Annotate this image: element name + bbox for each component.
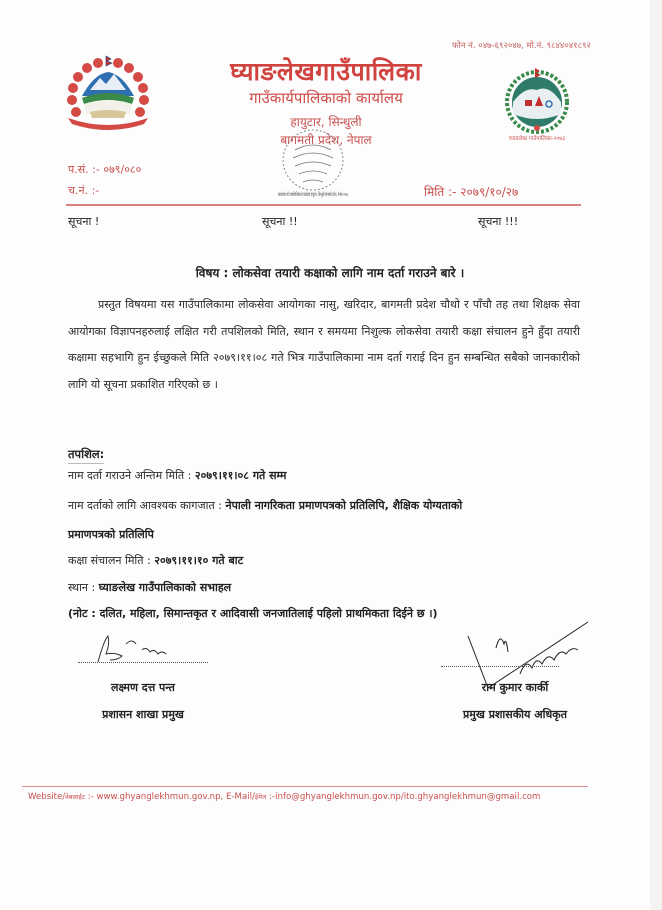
dispatch-number: च.नं. :- [68,184,100,197]
detail-value: २०७९।११।१० गते बाट [154,554,244,567]
signature-line-1 [78,662,208,663]
signature-line-2 [441,666,559,667]
scan-edge [650,0,662,910]
notice-label-2: सूचना !! [262,215,298,228]
footer-contact [28,792,540,802]
detail-deadline [68,468,286,483]
notice-label-3: सूचना !!! [478,215,519,228]
letter-date: मिति :- २०७९/१०/२७ [424,185,519,199]
notice-label-1: सूचना ! [68,215,100,228]
signatory-1-name: लक्ष्मण दत्त पन्त [111,681,175,694]
detail-label: स्थान : [68,581,99,594]
email-sep: :- [266,792,276,802]
website-label: Website/ [28,792,66,802]
subject-line: विषय : लोकसेवा तयारी कक्षाको लागि नाम दर्ता गराउने बारे । [195,266,465,280]
nepal-emblem-icon [60,52,156,134]
email-label: , E-Mail/ [220,792,255,802]
detail-label: नाम दर्ताको लागि आवश्यक कागजात : [68,499,226,512]
detail-note [68,606,438,621]
municipality-logo-icon [497,62,577,144]
detail-value: घ्याङलेख गाउँपालिकाको सभाहल [98,581,232,594]
email-link[interactable]: info@ghyanglekhmun.gov.np/ito.ghyanglekhmun@gmail.com [275,792,541,802]
website-label-np: वेबसाईट [65,793,86,801]
address-line-1: हायुटार, सिन्धुली [290,115,362,129]
signatory-2-title: प्रमुख प्रशासकीय अधिकृत [463,708,567,721]
reference-number: प.सं. :- ०७९/०८० [68,163,142,176]
detail-value: २०७९।११।०८ गते सम्म [194,469,287,482]
stamp-text: घ्याङलेख गाउँ कार्यपालिकाको कार्यालय हायुटार, सिन्धुली बागमती प्रदेश, नेपाल २०७३ [278,192,432,198]
municipality-name: घ्याङलेखगाउँपालिका [230,57,422,86]
footer-divider [22,786,588,787]
signatory-2-name: राम कुमार कार्की [481,681,549,694]
detail-label: कक्षा संचालन मिति : [68,554,155,567]
detail-documents-cont [68,527,154,542]
detail-label: नाम दर्ता गराउने अन्तिम मिति : [68,469,195,482]
note-text: (नोट : दलित, महिला, सिमान्तकृत र आदिवासी जनजातिलाई पहिलो प्राथमिकता दिईने छ ।) [68,607,438,620]
website-link[interactable]: www.ghyanglekhmun.gov.np [96,792,221,802]
address-line-2: बागमती प्रदेश, नेपाल [280,133,372,147]
right-emblem-text: घ्याङलेख गाउँपालिका-२०७३ [508,136,566,142]
detail-documents [68,498,462,513]
detail-value: नेपाली नागरिकता प्रमाणपत्रको प्रतिलिपि, शैक्षिक योग्यताको [225,499,463,512]
details-heading: तपशिल: [68,447,104,464]
email-label-np: ईमेल [254,793,267,801]
detail-value-cont: प्रमाणपत्रको प्रतिलिपि [68,528,154,541]
signature-1 [92,632,172,666]
detail-class-start [68,553,243,568]
header-divider [66,204,581,206]
phone-line: फोन नं. ०४७-६९२०४७, मो.नं. ९८४४०४१८९२ [452,41,591,51]
signatory-1-title: प्रशासन शाखा प्रमुख [102,708,184,721]
website-sep: :- [85,792,97,802]
office-name: गाउँकार्यपालिकाको कार्यालय [249,89,403,107]
office-seal-stamp [273,120,432,202]
body-paragraph: प्रस्तुत विषयमा यस गाउँपालिकामा लोकसेवा आयोगका नासु, खरिदार, बागमती प्रदेश चौथो र पाँचौ तह तथा शिक्षक सेवा आयोगका विज्ञापनहरुलाई लक्षित गरी तपशिलको मिति, स्थान र समयमा निशुल्क लोकसेवा तयारी कक्षा संचालन हुने हुँदा तयारी कक्षामा सहभागि हुन ईच्छुकले मिति २०७९।११।०८ गते भित्र गाउँपालिकामा नाम दर्ता गराई दिन हुन सम्बन्धित सबैको जानकारीको लागि यो सूचना प्रकाशित गरिएको छ । [68,298,580,391]
detail-venue [68,580,231,595]
